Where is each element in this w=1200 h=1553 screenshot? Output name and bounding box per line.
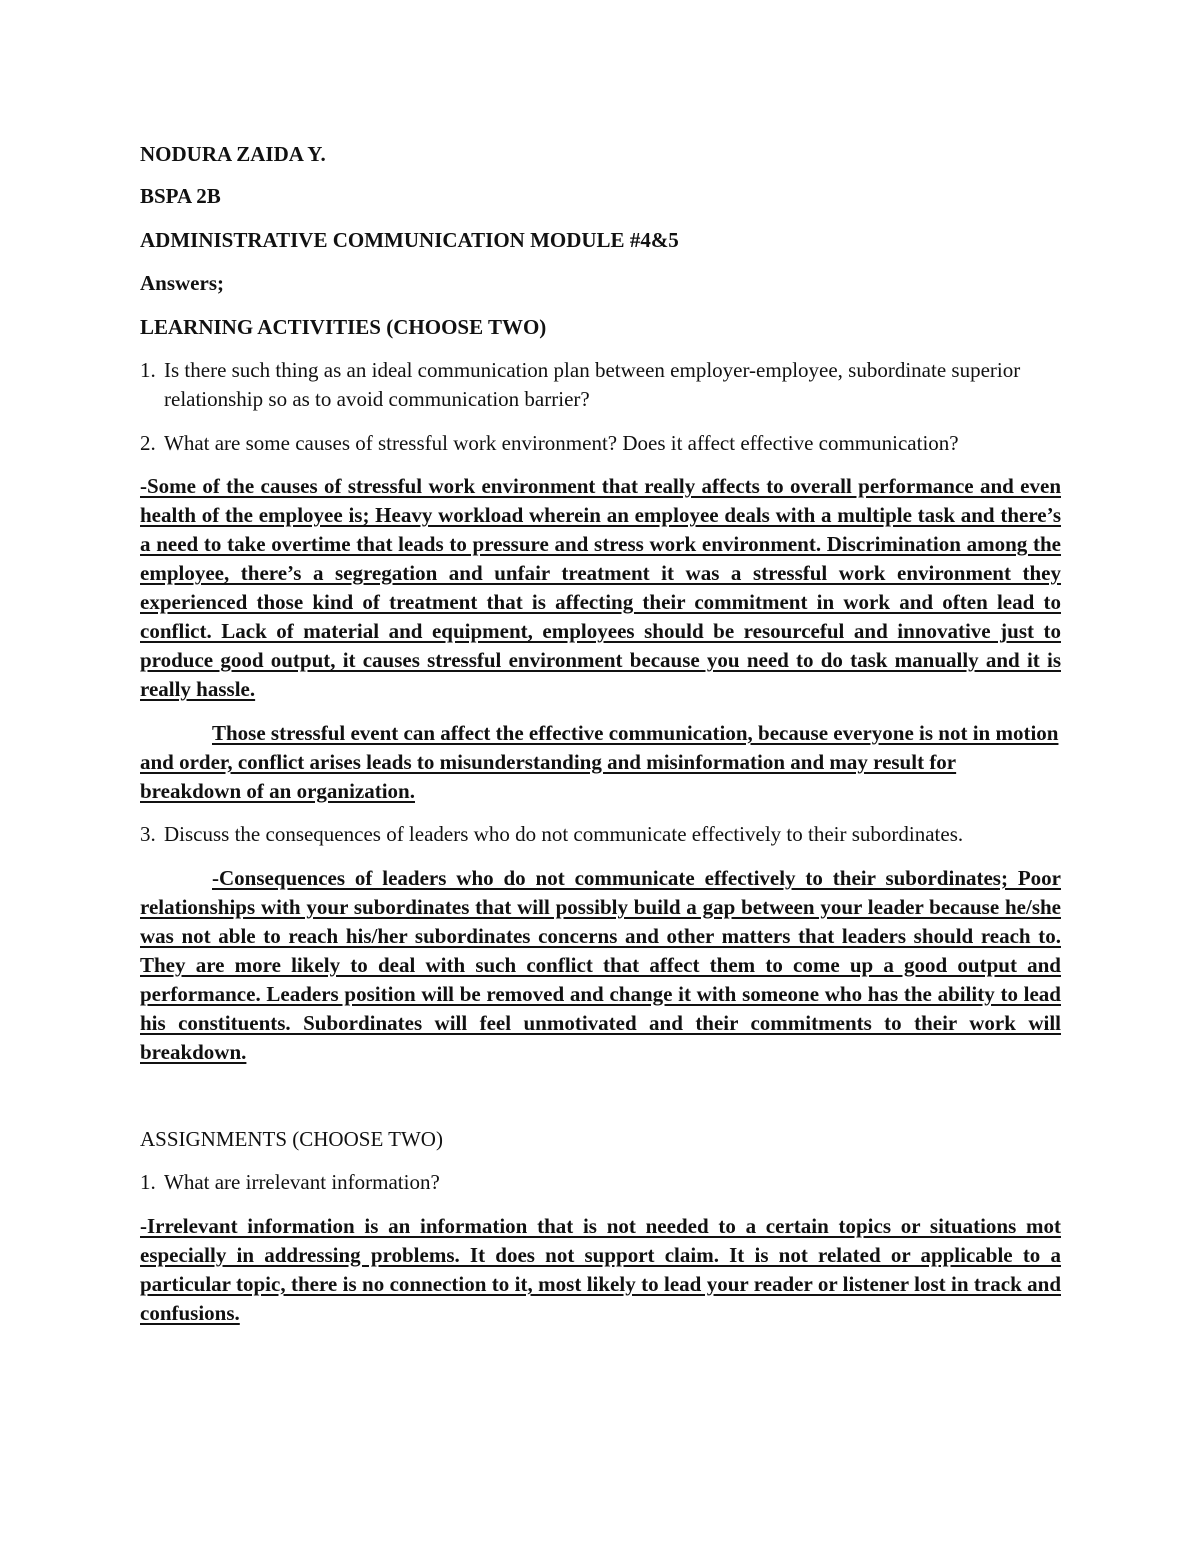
answers-label: Answers; bbox=[140, 271, 224, 295]
module-title: ADMINISTRATIVE COMMUNICATION MODULE #4&5 bbox=[140, 227, 679, 252]
question-number: 3. bbox=[140, 822, 156, 846]
assignments-heading: ASSIGNMENTS (CHOOSE TWO) bbox=[140, 1126, 443, 1151]
student-section: BSPA 2B bbox=[140, 184, 221, 208]
learning-question-3 bbox=[140, 820, 1061, 849]
question-text: Is there such thing as an ideal communication plan between employer-employee, subordinate superior relationship so as to avoid communication barrier? bbox=[164, 358, 1021, 411]
question-number: 1. bbox=[140, 358, 156, 382]
assignment-question-1 bbox=[140, 1168, 1061, 1197]
question-number: 2. bbox=[140, 430, 156, 455]
answer-question-2-paragraph-1: -Some of the causes of stressful work environment that really affects to overall performance and even health of the employee is; Heavy workload wherein an employee deals with a multiple task and there’s a need to take overtime that leads to pressure and stress work environment. Discrimination among the employee, there’s a segregation and unfair treatment it was a stressful work environment they experienced those kind of treatment that is affecting their commitment in work and often lead to conflict. Lack of material and equipment, employees should be resourceful and innovative just to produce good output, it causes stressful environment because you need to do task manually and it is really hassle. bbox=[140, 474, 1061, 701]
answer-assignment-1: -Irrelevant information is an information that is not needed to a certain topics or situations mot especially in addressing problems. It does not support claim. It is not related or applicable to a particular topic, there is no connection to it, most likely to lead your reader or listener lost in track and confusions. bbox=[140, 1213, 1061, 1325]
learning-question-1 bbox=[140, 356, 1061, 414]
question-text: What are irrelevant information? bbox=[164, 1170, 440, 1194]
question-text: Discuss the consequences of leaders who do not communicate effectively to their subordinates. bbox=[164, 822, 964, 846]
document-body bbox=[140, 140, 1061, 1342]
answer-question-2-paragraph-2: Those stressful event can affect the effective communication, because everyone is not in motion and order, conflict arises leads to misunderstanding and misinformation and may result for breakdown of an organization. bbox=[140, 720, 1059, 803]
question-number: 1. bbox=[140, 1170, 156, 1194]
student-name: NODURA ZAIDA Y. bbox=[140, 142, 326, 166]
learning-question-2 bbox=[140, 429, 1061, 458]
learning-activities-heading: LEARNING ACTIVITIES (CHOOSE TWO) bbox=[140, 314, 547, 339]
answer-question-3: -Consequences of leaders who do not communicate effectively to their subordinates; Poor relationships with your subordinates that will possibly build a gap between your leader because he/she was not able to reach his/her subordinates concerns and other matters that leaders should reach to. They are more likely to deal with such conflict that affect them to come up a good output and performance. Leaders position will be removed and change it with someone who has the ability to lead his constituents. Subordinates will feel unmotivated and their commitments to their work will breakdown. bbox=[140, 865, 1061, 1064]
question-text: What are some causes of stressful work environment? Does it affect effective communication? bbox=[164, 430, 959, 455]
